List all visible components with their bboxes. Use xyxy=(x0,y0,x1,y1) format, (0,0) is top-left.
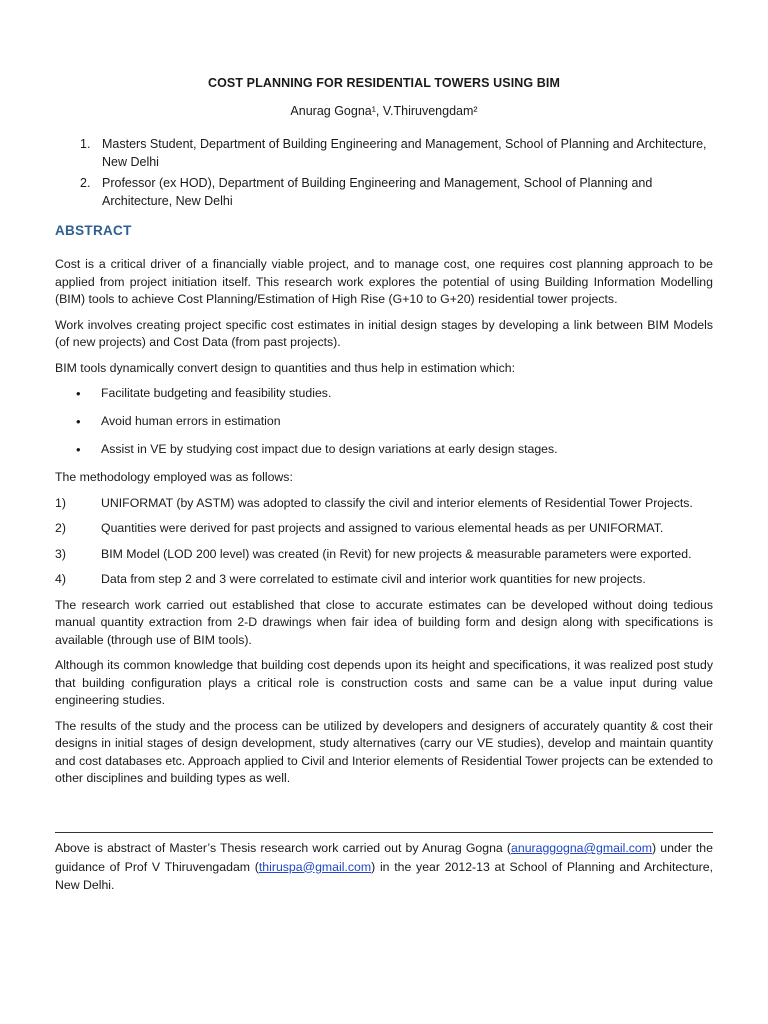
paragraph: The methodology employed was as follows: xyxy=(55,470,293,484)
bullet-icon: • xyxy=(76,442,81,457)
affiliation-list xyxy=(80,135,720,213)
affiliation-item xyxy=(80,174,720,210)
list-item-text: BIM Model (LOD 200 level) was created (in Revit) for new projects & measurable parameters were exported. xyxy=(101,546,692,561)
footer-text: ) under the guidance of Prof V Thiruvengadam ( xyxy=(55,841,713,874)
footer-text: ) in the year 2012-13 at School of Planning and Architecture, New Delhi. xyxy=(55,859,713,892)
step-number: 1) xyxy=(55,495,66,510)
email-link-author[interactable]: anuraggogna@gmail.com xyxy=(511,841,653,855)
step-number: 4) xyxy=(55,572,66,586)
list-item-text: Data from step 2 and 3 were correlated to estimate civil and interior work quantities for new projects. xyxy=(101,572,646,586)
step-number: 2) xyxy=(55,521,66,535)
list-item xyxy=(55,571,713,589)
paper-title: COST PLANNING FOR RESIDENTIAL TOWERS USING BIM xyxy=(207,76,561,90)
list-item xyxy=(55,495,713,513)
author-line: Anurag Gogna¹, V.Thiruvengdam² xyxy=(290,104,478,118)
list-item-text: Facilitate budgeting and feasibility studies. xyxy=(101,386,332,400)
list-item-text: Avoid human errors in estimation xyxy=(101,414,281,428)
affiliation-number: 2. xyxy=(80,176,91,190)
methodology-list xyxy=(55,495,713,589)
bullet-icon: • xyxy=(76,386,81,401)
list-item xyxy=(55,546,713,564)
list-item-text: UNIFORMAT (by ASTM) was adopted to classify the civil and interior elements of Residential Tower Projects. xyxy=(101,495,693,510)
abstract-body xyxy=(55,256,713,796)
bullet-icon: • xyxy=(76,414,81,429)
benefit-list xyxy=(55,385,713,459)
footer-text: Above is abstract of Master’s Thesis research work carried out by Anurag Gogna ( xyxy=(55,841,512,855)
list-item-text: Quantities were derived for past projects and assigned to various elemental heads as per UNIFORMAT. xyxy=(101,521,664,535)
affiliation-text: Professor (ex HOD), Department of Building Engineering and Management, School of Planning and Architecture, New Delhi xyxy=(102,176,653,208)
thesis-note xyxy=(55,839,713,895)
list-item xyxy=(55,520,713,538)
list-item xyxy=(55,413,713,431)
email-link-advisor[interactable]: thiruspa@gmail.com xyxy=(258,859,372,874)
list-item xyxy=(55,385,713,403)
list-item-text: Assist in VE by studying cost impact due to design variations at early design stages. xyxy=(101,442,558,456)
paragraph: Cost is a critical driver of a financially viable project, and to manage cost, one requires cost planning approach to be applied from project initiation itself. This research work explores the potential of using Building Information Modelling (BIM) tools to achieve Cost Planning/Estimation of High Rise (G+10 to G+20) residential tower projects. xyxy=(55,257,713,306)
affiliation-number: 1. xyxy=(80,137,91,151)
affiliation-text: Masters Student, Department of Building Engineering and Management, School of Planning and Architecture, New Delhi xyxy=(102,137,707,169)
paragraph: Although its common knowledge that building cost depends upon its height and specifications, it was realized post study that building configuration plays a critical role is construction costs and same can be a value input during value engineering studies. xyxy=(55,658,713,707)
abstract-heading: ABSTRACT xyxy=(55,223,132,238)
paragraph: The results of the study and the process can be utilized by developers and designers of accurately quantity & cost their designs in initial stages of design development, study alternatives (carry our VE studies), develop and maintain quantity and cost databases etc. Approach applied to Civil and Interior elements of Residential Tower projects can be extended to other disciplines and building types as well. xyxy=(55,718,713,785)
list-item xyxy=(55,441,713,459)
footer-divider xyxy=(55,832,713,833)
paragraph: BIM tools dynamically convert design to quantities and thus help in estimation which: xyxy=(55,360,516,375)
paragraph: The research work carried out established that close to accurate estimates can be developed without doing tedious manual quantity extraction from 2-D drawings when fair idea of building form and design along with specifications is available (through use of BIM tools). xyxy=(55,597,713,647)
affiliation-item xyxy=(80,135,720,171)
paragraph: Work involves creating project specific cost estimates in initial design stages by developing a link between BIM Models (of new projects) and Cost Data (from past projects). xyxy=(55,317,713,349)
step-number: 3) xyxy=(55,546,66,561)
